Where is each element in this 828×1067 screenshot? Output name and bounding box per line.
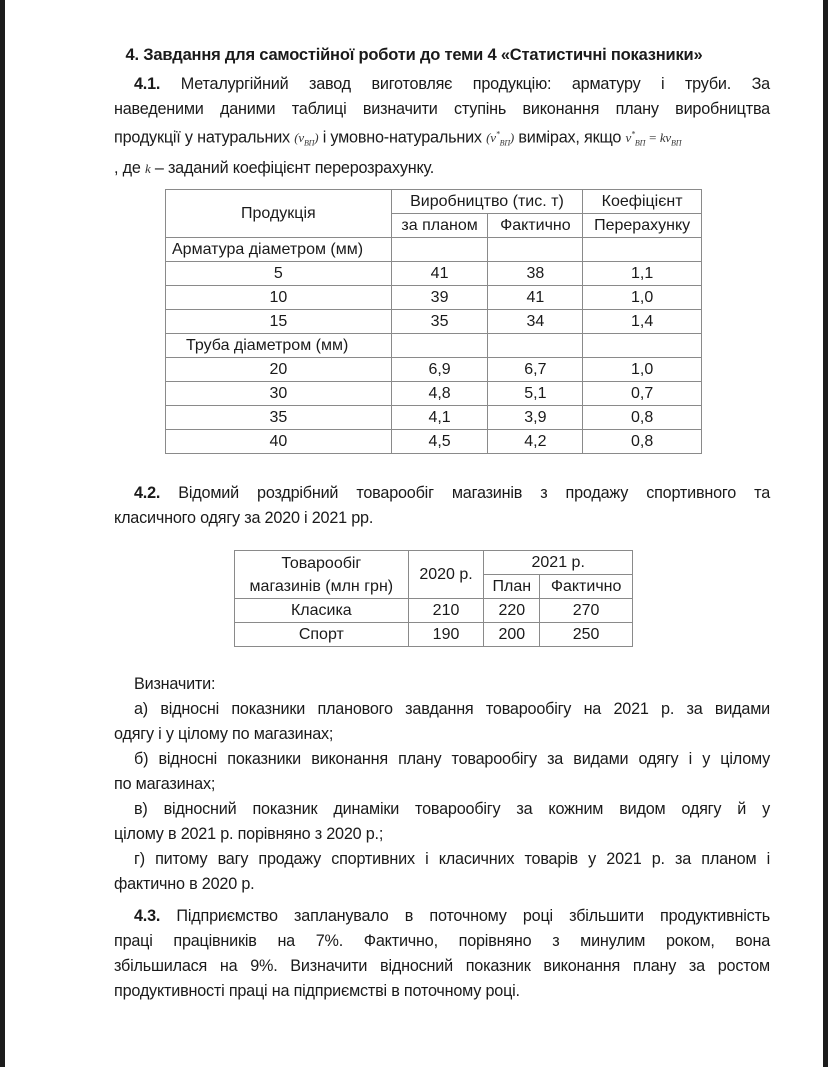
math-k: k bbox=[144, 160, 151, 176]
table-row: 15 35 34 1,4 bbox=[166, 310, 702, 334]
task-4-1-line-1: 4.1. Металургійний завод виготовляє продукцію: арматуру і труби. За bbox=[134, 75, 770, 93]
header-turnover: Товарообіг магазинів (млн грн) bbox=[235, 551, 409, 599]
header-coef-2: Перерахунку bbox=[583, 214, 702, 238]
production-table bbox=[165, 189, 702, 454]
table-row: 10 39 41 1,0 bbox=[166, 286, 702, 310]
math-natural: $(v_{ВП})$ bbox=[294, 130, 319, 148]
header-actual: Фактично bbox=[488, 214, 583, 238]
task-4-3-line-2: праці працівників на 7%. Фактично, порівняно з минулим роком, вона bbox=[114, 932, 770, 950]
table-row: Класика 210 220 270 bbox=[235, 599, 633, 623]
table-row: 35 4,1 3,9 0,8 bbox=[166, 406, 702, 430]
item-b-line-1: б) відносні показники виконання плану товарообігу за видами одягу і у цілому bbox=[134, 750, 770, 768]
header-plan: План bbox=[484, 575, 540, 599]
task-4-2-text bbox=[114, 481, 770, 531]
table-row: 40 4,5 4,2 0,8 bbox=[166, 430, 702, 454]
table-row: 30 4,8 5,1 0,7 bbox=[166, 382, 702, 406]
task-4-1-line-2: наведеними даними таблиці визначити ступінь виконання плану виробництва bbox=[114, 100, 770, 118]
item-a-line-2: одягу і у цілому по магазинах; bbox=[114, 725, 334, 743]
task-4-3-line-3: збільшилася на 9%. Визначити відносний показник виконання плану за ростом bbox=[114, 957, 770, 975]
item-b-line-2: по магазинах; bbox=[114, 775, 216, 793]
task-4-2-number: 4.2. bbox=[134, 484, 161, 502]
task-4-1-text bbox=[114, 72, 770, 181]
turnover-table bbox=[234, 550, 633, 647]
task-4-3-number: 4.3. bbox=[134, 907, 161, 925]
determine-list bbox=[114, 672, 770, 897]
header-coef-1: Коефіцієнт bbox=[583, 190, 702, 214]
task-4-3-line-4: продуктивності праці на підприємстві в поточному році. bbox=[114, 982, 520, 1000]
group-row bbox=[166, 238, 702, 262]
table-row: 20 6,9 6,7 1,0 bbox=[166, 358, 702, 382]
math-formula: $v^*_{ВП} = kv_{ВП}$ bbox=[625, 130, 682, 148]
item-c-line-1: в) відносний показник динаміки товарообігу за кожним видом одягу й у bbox=[134, 800, 770, 818]
task-4-3-text bbox=[114, 904, 770, 1004]
header-product: Продукція bbox=[166, 190, 392, 238]
table-row: Спорт 190 200 250 bbox=[235, 623, 633, 647]
item-c-line-2: цілому в 2021 р. порівняно з 2020 р.; bbox=[114, 825, 384, 843]
item-d-line-2: фактично в 2020 р. bbox=[114, 875, 255, 893]
group-label-rebar: Арматура діаметром (мм) bbox=[166, 238, 392, 262]
item-a-line-1: а) відносні показники планового завдання товарообігу на 2021 р. за видами bbox=[134, 700, 770, 718]
document-page bbox=[5, 0, 823, 1067]
task-4-3-line-1: 4.3. Підприємство запланувало в поточному році збільшити продуктивність bbox=[134, 907, 770, 925]
task-4-1-line-4: , де k – заданий коефіцієнт перерозрахунку. bbox=[114, 158, 435, 177]
header-2020: 2020 р. bbox=[408, 551, 484, 599]
header-actual: Фактично bbox=[540, 575, 633, 599]
task-4-1-number: 4.1. bbox=[134, 75, 161, 93]
header-production: Виробництво (тис. т) bbox=[391, 190, 583, 214]
task-4-2-line-2: класичного одягу за 2020 і 2021 рр. bbox=[114, 509, 374, 527]
math-conditional: $(v^*_{ВП})$ bbox=[486, 130, 515, 148]
group-row bbox=[166, 334, 702, 358]
header-plan: за планом bbox=[391, 214, 488, 238]
item-d-line-1: г) питому вагу продажу спортивних і класичних товарів у 2021 р. за планом і bbox=[134, 850, 770, 868]
header-2021: 2021 р. bbox=[484, 551, 633, 575]
task-4-2-line-1: 4.2. Відомий роздрібний товарообіг магазинів з продажу спортивного та bbox=[134, 484, 770, 502]
table-row: 5 41 38 1,1 bbox=[166, 262, 702, 286]
group-label-pipe: Труба діаметром (мм) bbox=[166, 334, 392, 358]
determine-label: Визначити: bbox=[134, 675, 216, 693]
task-4-1-line-3: продукції у натуральних $(v_{ВП})$ і умовно-натуральних $(v^*_{ВП})$ вимірах, якщо $v^*_{ВП} = kv_{ВП}$ bbox=[114, 128, 682, 148]
section-title: 4. Завдання для самостійної роботи до теми 4 «Статистичні показники» bbox=[125, 46, 703, 64]
